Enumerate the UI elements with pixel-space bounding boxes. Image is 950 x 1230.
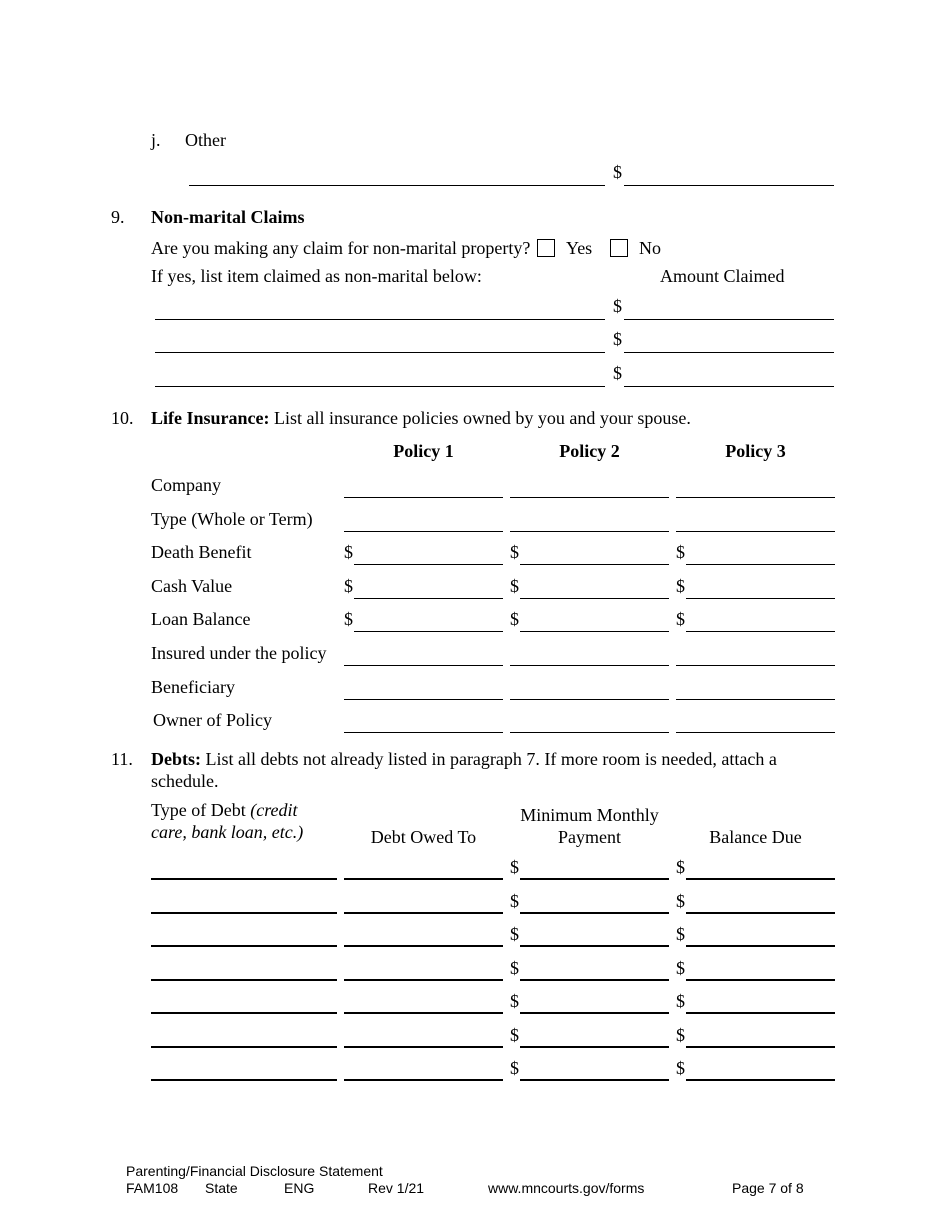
policy-3-field[interactable] <box>676 732 835 733</box>
col-type-header-cont: care, bank loan, etc.) <box>151 822 304 842</box>
debt-min-currency: $ <box>510 958 519 978</box>
debt-balance-currency: $ <box>676 857 685 877</box>
policy-currency: $ <box>344 609 353 629</box>
non-marital-currency: $ <box>613 296 622 316</box>
non-marital-item-field[interactable] <box>155 319 605 320</box>
col-min-payment-header-cont: Payment <box>558 827 621 847</box>
item-j-label: Other <box>185 130 226 150</box>
policy-3-field[interactable] <box>686 631 835 632</box>
policy-2-field[interactable] <box>510 665 669 666</box>
section-10-number: 10. <box>111 408 134 428</box>
no-label: No <box>639 238 661 258</box>
policy-currency: $ <box>510 542 519 562</box>
policy-row-label: Loan Balance <box>151 609 251 629</box>
debt-balance-field[interactable] <box>686 1079 835 1081</box>
policy-1-header: Policy 1 <box>393 441 454 461</box>
policy-row-label: Owner of Policy <box>153 710 272 730</box>
item-j-letter: j. <box>151 130 161 150</box>
item-j-amount-field[interactable] <box>624 185 834 186</box>
policy-row-label: Type (Whole or Term) <box>151 509 313 529</box>
policy-3-header: Policy 3 <box>725 441 786 461</box>
debt-balance-currency: $ <box>676 1025 685 1045</box>
debt-min-payment-field[interactable] <box>520 979 669 981</box>
debt-balance-currency: $ <box>676 958 685 978</box>
debt-owed-to-field[interactable] <box>344 945 503 947</box>
policy-3-field[interactable] <box>676 665 835 666</box>
col-owed-header: Debt Owed To <box>370 827 477 847</box>
section-11-title: Debts: <box>151 749 201 769</box>
non-marital-item-field[interactable] <box>155 352 605 353</box>
col-min-payment-header: Minimum Monthly <box>520 805 659 825</box>
debt-owed-to-field[interactable] <box>344 878 503 880</box>
no-checkbox[interactable] <box>610 239 628 257</box>
policy-currency: $ <box>344 576 353 596</box>
policy-3-field[interactable] <box>676 531 835 532</box>
debt-balance-field[interactable] <box>686 1012 835 1014</box>
non-marital-amount-field[interactable] <box>624 319 834 320</box>
debt-balance-field[interactable] <box>686 878 835 880</box>
debt-balance-currency: $ <box>676 924 685 944</box>
debt-balance-field[interactable] <box>686 945 835 947</box>
debt-owed-to-field[interactable] <box>344 979 503 981</box>
policy-currency: $ <box>510 609 519 629</box>
policy-currency: $ <box>676 609 685 629</box>
policy-3-field[interactable] <box>676 497 835 498</box>
policy-2-field[interactable] <box>520 631 669 632</box>
policy-1-field[interactable] <box>344 531 503 532</box>
policy-currency: $ <box>676 542 685 562</box>
debt-min-currency: $ <box>510 1058 519 1078</box>
debt-type-field[interactable] <box>151 945 337 947</box>
debt-min-payment-field[interactable] <box>520 945 669 947</box>
policy-3-field[interactable] <box>686 564 835 565</box>
policy-row-label: Cash Value <box>151 576 233 596</box>
policy-row-label: Beneficiary <box>151 677 235 697</box>
policy-row-label: Company <box>151 475 221 495</box>
yes-label: Yes <box>566 238 593 258</box>
debt-balance-field[interactable] <box>686 912 835 914</box>
section-11-description-cont: schedule. <box>151 771 219 791</box>
policy-row-label: Death Benefit <box>151 542 252 562</box>
col-type-text: Type of Debt <box>151 800 251 820</box>
col-balance-header: Balance Due <box>709 827 802 847</box>
policy-1-field[interactable] <box>344 665 503 666</box>
item-j-description-field[interactable] <box>189 185 605 186</box>
policy-2-field[interactable] <box>510 497 669 498</box>
yes-checkbox[interactable] <box>537 239 555 257</box>
policy-3-field[interactable] <box>676 699 835 700</box>
debt-type-field[interactable] <box>151 1046 337 1048</box>
policy-1-field[interactable] <box>354 564 503 565</box>
policy-2-field[interactable] <box>510 699 669 700</box>
section-11-heading <box>151 749 777 769</box>
debt-owed-to-field[interactable] <box>344 912 503 914</box>
section-9-title: Non-marital Claims <box>151 207 305 227</box>
non-marital-currency: $ <box>613 329 622 349</box>
policy-currency: $ <box>344 542 353 562</box>
debt-min-payment-field[interactable] <box>520 878 669 880</box>
item-j-currency: $ <box>613 162 622 182</box>
non-marital-amount-field[interactable] <box>624 386 834 387</box>
debt-type-field[interactable] <box>151 912 337 914</box>
policy-1-field[interactable] <box>354 631 503 632</box>
policy-1-field[interactable] <box>354 598 503 599</box>
form-title: Parenting/Financial Disclosure Statement <box>126 1163 383 1179</box>
section-11-description: List all debts not already listed in paragraph 7. If more room is needed, attach a <box>205 749 777 769</box>
policy-currency: $ <box>676 576 685 596</box>
list-instruction: If yes, list item claimed as non-marital below: <box>151 266 482 286</box>
debt-owed-to-field[interactable] <box>344 1012 503 1014</box>
debt-min-currency: $ <box>510 1025 519 1045</box>
debt-balance-field[interactable] <box>686 979 835 981</box>
debt-min-payment-field[interactable] <box>520 1046 669 1048</box>
non-marital-item-field[interactable] <box>155 386 605 387</box>
forms-website-link[interactable]: www.mncourts.gov/forms <box>488 1180 645 1196</box>
section-10-title: Life Insurance: <box>151 408 270 428</box>
policy-2-field[interactable] <box>510 531 669 532</box>
form-language: ENG <box>284 1180 315 1196</box>
debt-min-currency: $ <box>510 991 519 1011</box>
form-revision: Rev 1/21 <box>368 1180 425 1196</box>
policy-2-header: Policy 2 <box>559 441 620 461</box>
policy-1-field[interactable] <box>344 699 503 700</box>
debt-type-field[interactable] <box>151 979 337 981</box>
debt-type-field[interactable] <box>151 1012 337 1014</box>
policy-currency: $ <box>510 576 519 596</box>
amount-claimed-header: Amount Claimed <box>660 266 785 286</box>
col-type-header <box>151 800 298 820</box>
non-marital-currency: $ <box>613 363 622 383</box>
non-marital-amount-field[interactable] <box>624 352 834 353</box>
form-number: FAM108 <box>126 1180 179 1196</box>
debt-min-currency: $ <box>510 924 519 944</box>
debt-min-payment-field[interactable] <box>520 912 669 914</box>
section-11-number: 11. <box>111 749 133 769</box>
debt-type-field[interactable] <box>151 1079 337 1081</box>
debt-balance-currency: $ <box>676 1058 685 1078</box>
section-10-heading <box>151 408 691 428</box>
debt-min-payment-field[interactable] <box>520 1079 669 1081</box>
debt-min-payment-field[interactable] <box>520 1012 669 1014</box>
debt-owed-to-field[interactable] <box>344 1046 503 1048</box>
section-10-description: List all insurance policies owned by you and your spouse. <box>274 408 691 428</box>
debt-balance-currency: $ <box>676 991 685 1011</box>
debt-type-field[interactable] <box>151 878 337 880</box>
non-marital-question: Are you making any claim for non-marital property? <box>151 238 531 258</box>
debt-balance-field[interactable] <box>686 1046 835 1048</box>
policy-3-field[interactable] <box>686 598 835 599</box>
policy-2-field[interactable] <box>510 732 669 733</box>
policy-1-field[interactable] <box>344 732 503 733</box>
policy-2-field[interactable] <box>520 564 669 565</box>
debt-min-currency: $ <box>510 857 519 877</box>
policy-row-label: Insured under the policy <box>151 643 327 663</box>
page-number: Page 7 of 8 <box>732 1180 804 1196</box>
form-jurisdiction: State <box>205 1180 238 1196</box>
policy-2-field[interactable] <box>520 598 669 599</box>
col-type-italic: (credit <box>250 800 298 820</box>
debt-min-currency: $ <box>510 891 519 911</box>
debt-owed-to-field[interactable] <box>344 1079 503 1081</box>
policy-1-field[interactable] <box>344 497 503 498</box>
debt-balance-currency: $ <box>676 891 685 911</box>
section-9-number: 9. <box>111 207 125 227</box>
